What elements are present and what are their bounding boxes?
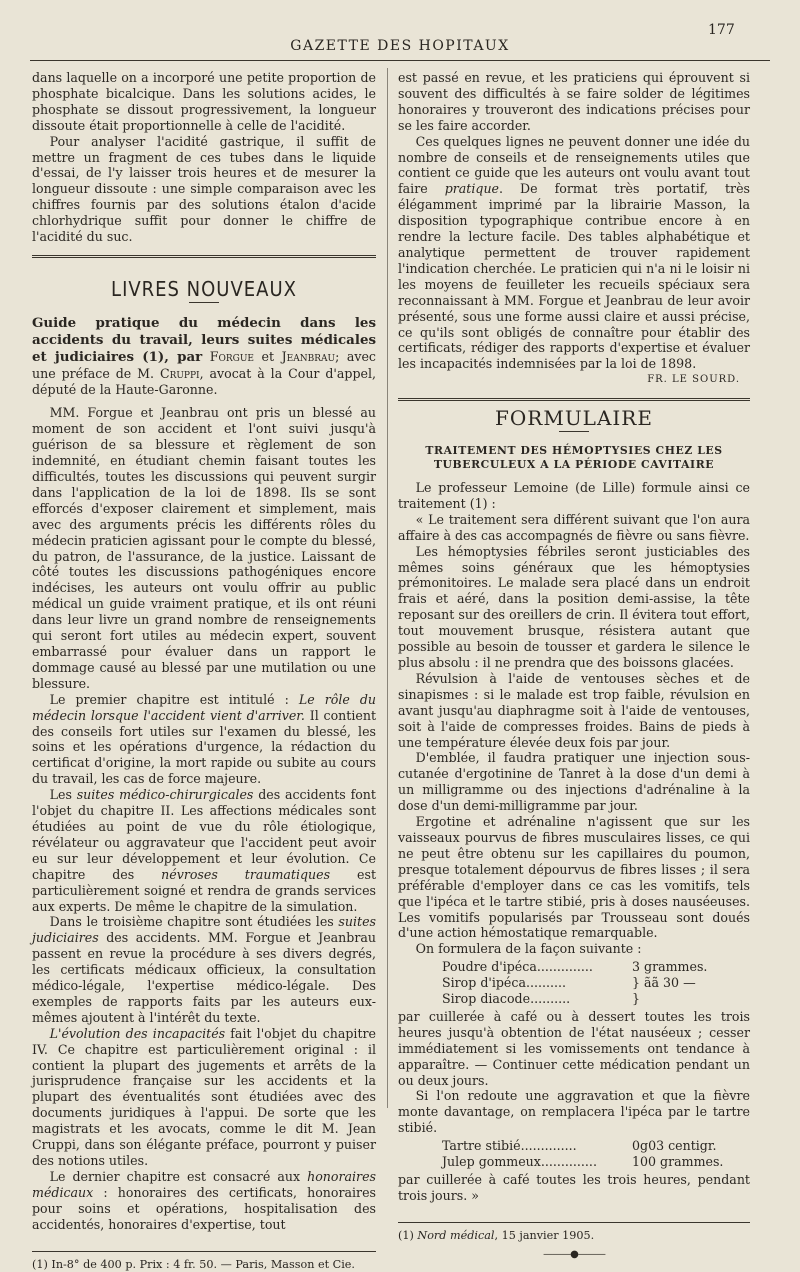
page-number: 177: [708, 22, 735, 38]
paragraph: [398, 134, 750, 373]
text: Les: [49, 787, 77, 803]
recipe-2: [398, 1138, 750, 1170]
recipe-ingredient: Julep gommeux..............: [442, 1154, 597, 1170]
recipe-row: [398, 975, 750, 991]
recipe-ingredient: Poudre d'ipéca..............: [442, 959, 593, 975]
text: (1): [398, 1228, 418, 1242]
left-column: [32, 70, 376, 1272]
paragraph: Si l'on redoute une aggravation et que la fièvre monte davantage, on remplacera l'ipéca par le tartre stibié.: [398, 1088, 750, 1136]
recipe-dose: } ãã 30 —: [632, 975, 696, 991]
article-subhead: TRAITEMENT DES HÉMOPTYSIES CHEZ LES TUBERCULEUX A LA PÉRIODE CAVITAIRE: [425, 444, 723, 472]
paragraph: Pour analyser l'acidité gastrique, il suffit de mettre un fragment de ces tubes dans le liquide d'essai, de l'y laisser trois heures et de mesurer la longueur dissoute : une simple comparaison avec les chiffres fournis par des solutions étalon d'acide chlorhydrique suffit pour donner le chiffre de l'acidité du suc.: [32, 133, 376, 245]
text: Le dernier chapitre est consacré aux: [49, 1168, 308, 1184]
paragraph: Les hémoptysies fébriles seront justiciables des mêmes soins généraux que les hémoptysies prémonitoires. Le malade sera placé dans un endroit frais et aéré, dans la position demi-assise, la tête reposant sur des oreillers de crin. Il évitera tout effort, tout mouvement brusque, résistera autant que possible au besoin de tousser et gardera le silence le plus absolu : il ne prendra que des boissons glacées.: [398, 543, 750, 670]
italic-text: Nord médical: [417, 1228, 495, 1242]
paragraph: est passé en revue, et les praticiens qui éprouvent si souvent des difficultés à se faire solder de légitimes honoraires y trouveront des indications précises pour se les faire accorder.: [398, 70, 750, 133]
recipe-ingredient: Tartre stibié..............: [442, 1138, 577, 1154]
italic-text: suites judiciaires: [32, 914, 376, 946]
book-author: Jeanbrau: [281, 348, 336, 364]
title-rule: [559, 431, 589, 432]
text: Il contient des conseils fort utiles sur l'examen du blessé, les soins et les opérations d'urgence, la rédaction du certificat d'origine, la mort rapide ou subite au cours du travail, les cas de force majeure.: [32, 707, 377, 787]
paragraph: « Le traitement sera différent suivant que l'on aura affaire à des cas accompagnés de fièvre ou sans fièvre.: [398, 511, 750, 543]
italic-text: suites médico-chirurgicales: [76, 787, 254, 803]
italic-text: névroses traumatiques: [161, 866, 331, 882]
italic-text: pratique: [444, 181, 500, 197]
text: , 15 janvier 1905.: [494, 1228, 595, 1242]
book-text: et: [254, 348, 282, 364]
footnote: [398, 1229, 750, 1243]
text: est particulièrement soigné et rendra de grands services aux experts. De même le chapitre de la simulation.: [32, 866, 377, 914]
recipe-1: [398, 959, 750, 1007]
header-rule: [30, 60, 770, 61]
paragraph: [32, 692, 376, 787]
paragraph: Le professeur Lemoine (de Lille) formule ainsi ce traitement (1) :: [398, 480, 750, 511]
italic-text: honoraires médicaux: [32, 1168, 376, 1200]
text: des accidents font l'objet du chapitre II. Les affections médicales sont étudiées au point de vue du rôle étiologique, révélateur ou aggravateur que l'accident peut avoir eu sur leur développement et leur évolution. Ce chapitre des: [32, 787, 376, 882]
text: Le premier chapitre est intitulé :: [49, 691, 299, 707]
section-rule: [32, 255, 376, 258]
paragraph: On formulera de la façon suivante :: [415, 941, 642, 957]
running-title: GAZETTE DES HOPITAUX: [290, 38, 510, 54]
italic-text: L'évolution des incapacités: [49, 1025, 226, 1041]
book-author: Forgue: [209, 348, 254, 364]
right-column: [398, 70, 750, 1263]
paragraph: par cuillerée à café toutes les trois heures, pendant trois jours. »: [398, 1172, 750, 1203]
page-header: [0, 0, 800, 62]
recipe-row: [398, 991, 750, 1007]
text: des accidents. MM. Forgue et Jeanbrau passent en revue la procédure à ses divers degrés, les certificats médicaux officieux, la consultation médico-légale, l'expertise médico-légale. Des exemples de rapports faits par les auteurs eux-mêmes ajoutent à l'intérêt du texte.: [32, 930, 376, 1025]
text: : honoraires des certificats, honoraires pour soins et opérations, hospitalisation des accidentés, honoraires d'expertise, tout: [32, 1184, 376, 1232]
paragraph: dans laquelle on a incorporé une petite proportion de phosphate bicalcique. Dans les solutions acides, le phosphate se dissout progressivement, la longueur dissoute était proportionnelle à celle de l'acidité.: [32, 70, 376, 133]
text: . De format très portatif, très élégamment imprimé par la librairie Masson, la disposition typographique contribue encore à en rendre la lecture facile. Des tables alphabétique et analytique permettent de trouver rapidement l'indication cherchée. Le praticien qui n'a ni le loisir ni les moyens de feuilleter les recueils spéciaux sera reconnaissant à MM. Forgue et Jeanbrau de leur avoir présenté, sous une forme aussi claire et aussi précise, ce qu'ils sont obligés de connaître pour établir des certificats, rédiger des rapports d'expertise et évaluer les incapacités indemnisées par la loi de 1898.: [398, 181, 750, 372]
paragraph: [32, 787, 376, 914]
paragraph: D'emblée, il faudra pratiquer une injection sous-cutanée d'ergotinine de Tanret à la dose d'un demi à un milligramme ou des injections d'adrénaline à la dose d'un demi-milligramme par jour.: [398, 750, 750, 814]
footnote-rule: [32, 1251, 376, 1252]
recipe-dose: 3 grammes.: [632, 959, 708, 975]
paragraph: Ergotine et adrénaline n'agissent que sur les vaisseaux pourvus de fibres musculaires lisses, ce qui ne peut être obtenu sur les capillaires du poumon, presque totalement dépourvus de fibres lisses ; il sera préférable d'employer dans ce cas les vomitifs, tels que l'ipéca et le tartre stibié, pris à doses nauséeuses. Les vomitifs popularisés par Trousseau sont doués d'une action hémostatique remarquable.: [398, 814, 750, 941]
book-text: ; avec une préface de M.: [32, 348, 376, 381]
recipe-ingredient: Sirop d'ipéca..........: [442, 975, 566, 991]
paragraph: [32, 1026, 376, 1169]
paragraph: par cuillerée à café ou à dessert toutes les trois heures jusqu'à obtention de l'état nauséeux ; cesser immédiatement si les vomissements ont tendance à apparaître. — Continuer cette médication pendant un ou deux jours.: [398, 1008, 750, 1088]
text: Dans le troisième chapitre sont étudiées les: [49, 914, 339, 930]
footnote-rule: [398, 1222, 750, 1223]
italic-text: Le rôle du médecin lorsque l'accident vient d'arriver.: [32, 691, 377, 723]
recipe-dose: }: [632, 991, 641, 1007]
signature: FR. LE SOURD.: [647, 374, 740, 386]
paragraph: MM. Forgue et Jeanbrau ont pris un blessé au moment de son accident et l'ont suivi jusqu'à guérison de sa blessure et règlement de son indemnité, en étudiant chemin faisant toutes les difficultés, toutes les discussions qui peuvent surgir dans l'application de la loi de 1898. Ils se sont efforcés d'exposer clairement et simplement, mais avec des arguments précis les différents rôles du médecin praticien agissant pour le compte du blessé, du patron, de l'assurance, de la justice. Laissant de côté toutes les discussions pathogéniques encore indécises, les auteurs ont voulu offrir au public médical un guide vraiment pratique, et ils ont réuni dans leur livre un grand nombre de renseignements qui seront fort utiles au médecin expert, souvent embarrassé pour évaluer dans un rapport le dommage causé au blessé par une mutilation ou une blessure.: [32, 405, 376, 691]
recipe-dose: 100 grammes.: [632, 1154, 724, 1170]
section-rule: [398, 398, 750, 401]
text: Ces quelques lignes ne peuvent donner une idée du nombre de conseils et de renseignements utiles que contient ce guide que les auteurs ont voulu avant tout faire: [398, 133, 750, 197]
footnote: (1) In-8° de 400 p. Prix : 4 fr. 50. — Paris, Masson et Cie.: [32, 1257, 355, 1271]
recipe-row: [398, 1154, 750, 1170]
paragraph: Révulsion à l'aide de ventouses sèches et de sinapismes : si le malade est trop faible, révulsion en avant jusqu'au diaphragme soit à l'aide de ventouses, soit à l'aide de compresses froides. Bains de pieds à une température élevée deux fois par jour.: [398, 670, 750, 750]
recipe-row: [398, 1138, 750, 1154]
book-title: Guide pratique du médecin dans les accidents du travail, leurs suites médicales et judiciaires (1), par: [32, 314, 376, 365]
title-rule: [189, 302, 219, 303]
end-ornament: ———●———: [543, 1248, 605, 1260]
recipe-row: [398, 959, 750, 975]
paragraph: [32, 1169, 376, 1233]
book-entry: [32, 315, 376, 398]
section-title: FORMULAIRE: [495, 406, 653, 431]
column-divider: [387, 68, 388, 1108]
book-preface-author: Cruppi: [159, 365, 200, 381]
section-title: LIVRES NOUVEAUX: [111, 276, 297, 301]
book-text: , avocat à la Cour d'appel, député de la Haute-Garonne.: [32, 365, 377, 397]
paragraph: [32, 914, 376, 1025]
text: fait l'objet du chapitre IV. Ce chapitre est particulièrement original : il contient la plupart des jugements et arrêts de la jurisprudence française sur les accidents et la plupart des éventualités sont étudiées avec des documents juridiques à l'appui. De sorte que les magistrats et les avocats, comme le dit M. Jean Cruppi, dans son élégante préface, pourront y puiser des notions utiles.: [32, 1025, 376, 1168]
recipe-ingredient: Sirop diacode..........: [442, 991, 571, 1007]
recipe-dose: 0g03 centigr.: [632, 1138, 717, 1154]
